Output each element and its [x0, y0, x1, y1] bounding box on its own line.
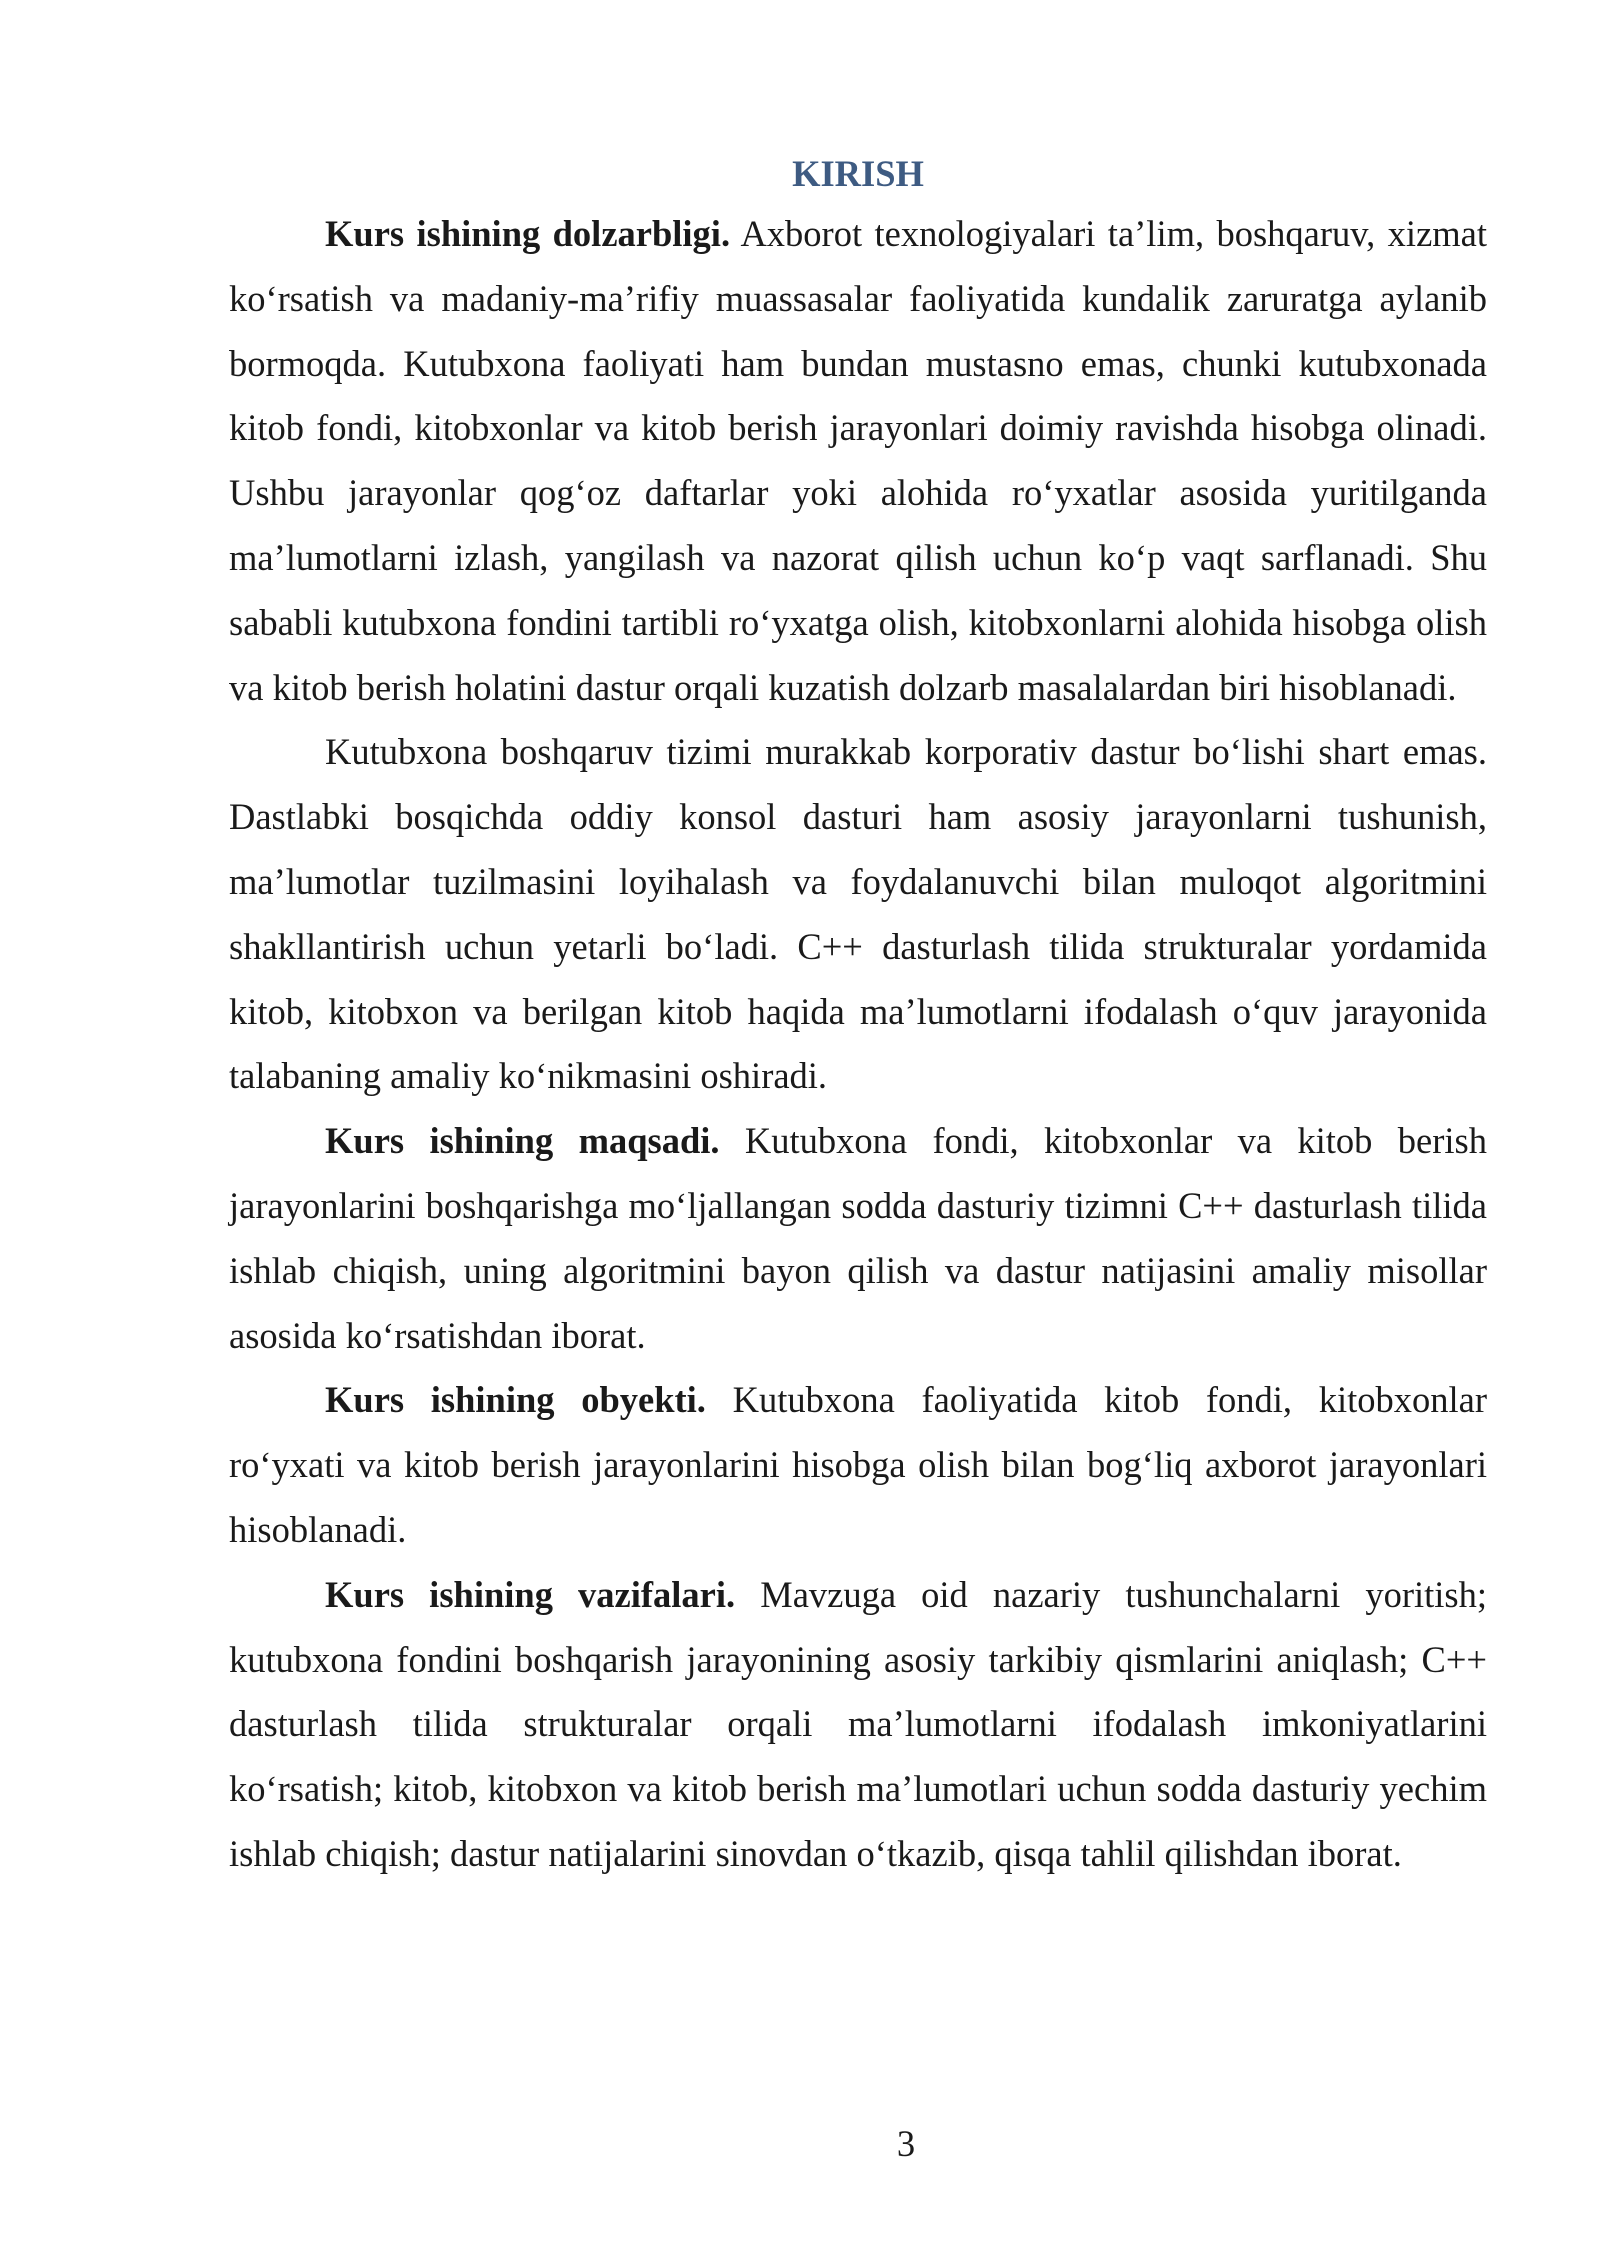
paragraph-relevance	[229, 202, 1487, 720]
paragraph-text: Kutubxona fondi, kitobxonlar va kitob berish jarayonlarini boshqarishga mo‘ljallangan sodda dasturiy tizimni C++ dasturlash tilida ishlab chiqish, uning algoritmini bayon qilish va dastur natijasini amaliy misollar asosida ko‘rsatishdan iborat.	[229, 1120, 1487, 1356]
paragraph-goal	[229, 1109, 1487, 1368]
paragraph-lead: Kurs ishining obyekti.	[325, 1379, 706, 1421]
paragraph-text: Mavzuga oid nazariy tushunchalarni yoritish; kutubxona fondini boshqarish jarayonining asosiy tarkibiy qismlarini aniqlash; C++ dasturlash tilida strukturalar orqali ma’lumotlarni ifodalash imkoniyatlarini ko‘rsatish; kitob, kitobxon va kitob berish ma’lumotlari uchun sodda dasturiy yechim ishlab chiqish; dastur natijalarini sinovdan o‘tkazib, qisqa tahlil qilishdan iborat.	[229, 1573, 1487, 1874]
paragraph-object	[229, 1368, 1487, 1562]
page-number: 3	[896, 2123, 916, 2164]
paragraph-library-system	[229, 720, 1487, 1109]
paragraph-text: Axborot texnologiyalari ta’lim, boshqaruv, xizmat ko‘rsatish va madaniy-ma’rifiy muassasalar faoliyatida kundalik zaruratga aylanib bormoqda. Kutubxona faoliyati ham bundan mustasno emas, chunki kutubxonada kitob fondi, kitobxonlar va kitob berish jarayonlari doimiy ravishda hisobga olinadi. Ushbu jarayonlar qog‘oz daftarlar yoki alohida ro‘yxatlar asosida yuritilganda ma’lumotlarni izlash, yangilash va nazorat qilish uchun ko‘p vaqt sarflanadi. Shu sababli kutubxona fondini tartibli ro‘yxatga olish, kitobxonlarni alohida hisobga olish va kitob berish holatini dastur orqali kuzatish dolzarb masalalardan biri hisoblanadi.	[229, 213, 1487, 708]
paragraph-lead: Kurs ishining maqsadi.	[325, 1120, 720, 1162]
paragraph-text: Kutubxona boshqaruv tizimi murakkab korporativ dastur bo‘lishi shart emas. Dastlabki bosqichda oddiy konsol dasturi ham asosiy jarayonlarni tushunish, ma’lumotlar tuzilmasini loyihalash va foydalanuvchi bilan muloqot algoritmini shakllantirish uchun yetarli bo‘ladi. C++ dasturlash tilida strukturalar yordamida kitob, kitobxon va berilgan kitob haqida ma’lumotlarni ifodalash o‘quv jarayonida talabaning amaliy ko‘nikmasini oshiradi.	[229, 731, 1487, 1097]
paragraph-tasks	[229, 1563, 1487, 1887]
paragraph-lead: Kurs ishining vazifalari.	[325, 1573, 736, 1615]
section-heading: KIRISH	[792, 153, 924, 194]
paragraph-text: Kutubxona faoliyatida kitob fondi, kitobxonlar ro‘yxati va kitob berish jarayonlarini hisobga olish bilan bog‘liq axborot jarayonlari hisoblanadi.	[229, 1379, 1487, 1550]
document-body	[229, 146, 1487, 1887]
paragraph-lead: Kurs ishining dolzarbligi.	[325, 213, 731, 254]
